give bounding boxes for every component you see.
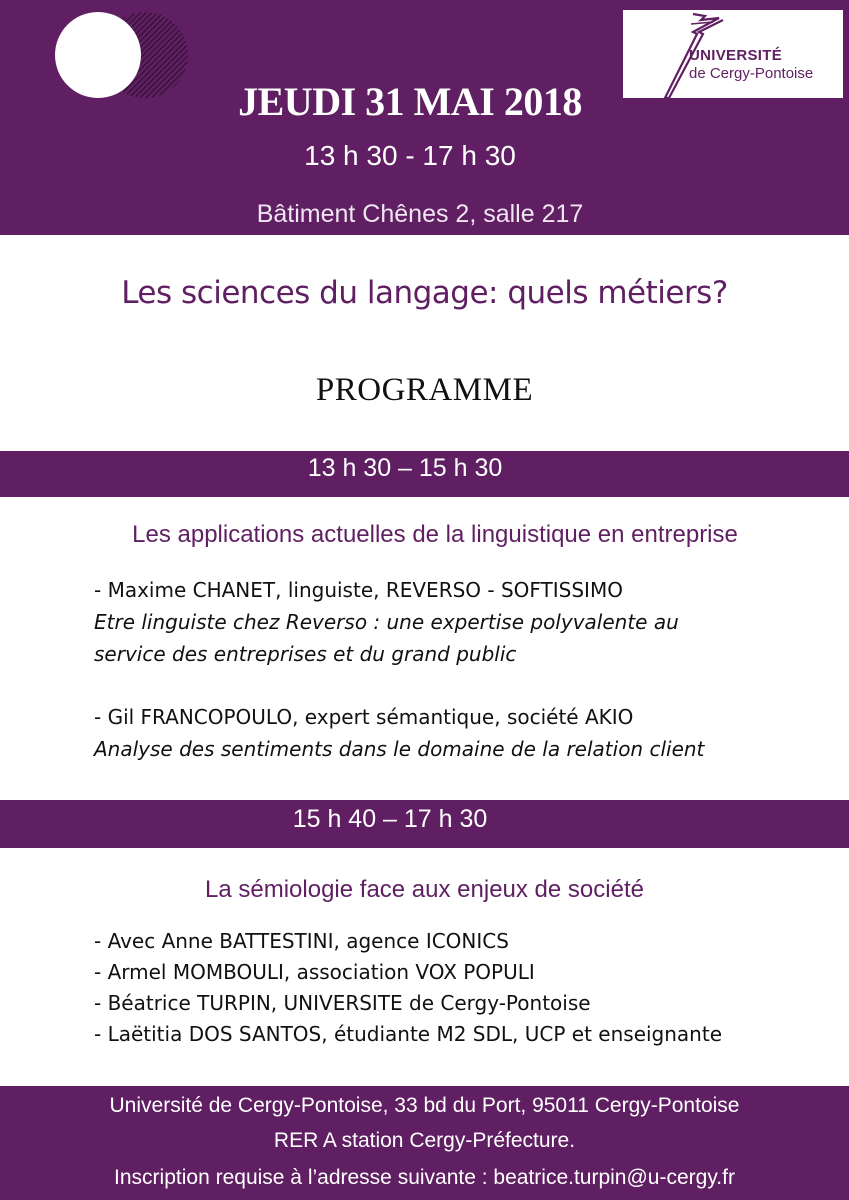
footer-transport: RER A station Cergy-Préfecture. bbox=[273, 1129, 576, 1152]
event-date: JEUDI 31 MAI 2018 bbox=[238, 79, 582, 124]
logo-text-university: UNIVERSITÉ bbox=[689, 47, 783, 64]
session-1-time-band bbox=[0, 451, 849, 497]
talk-2-topic-line-1: Analyse des sentiments dans le domaine de la relation client bbox=[94, 737, 705, 761]
logo-text-cergy: de Cergy-Pontoise bbox=[689, 65, 814, 82]
footer-registration: Inscription requise à l’adresse suivante : beatrice.turpin@u-cergy.fr bbox=[114, 1166, 735, 1189]
page-title: Les sciences du langage: quels métiers? bbox=[121, 275, 728, 311]
talk-1 bbox=[94, 574, 679, 670]
session-1-time: 13 h 30 – 15 h 30 bbox=[307, 454, 503, 482]
list-item: - Armel MOMBOULI, association VOX POPULI bbox=[94, 960, 535, 984]
talk-1-topic-line-2: service des entreprises et du grand public bbox=[94, 642, 517, 666]
list-item: - Laëtitia DOS SANTOS, étudiante M2 SDL, UCP et enseignante bbox=[94, 1022, 722, 1046]
talk-2 bbox=[94, 701, 704, 765]
talk-2-speaker: - Gil FRANCOPOULO, expert sémantique, société AKIO bbox=[94, 705, 634, 729]
footer-address: Université de Cergy-Pontoise, 33 bd du Port, 95011 Cergy-Pontoise bbox=[109, 1094, 740, 1117]
session-2-time-band bbox=[0, 800, 849, 848]
footer-band bbox=[0, 1086, 849, 1200]
session-1-title: Les applications actuelles de la linguistique en entreprise bbox=[132, 521, 738, 548]
talk-1-speaker: - Maxime CHANET, linguiste, REVERSO - SOFTISSIMO bbox=[94, 578, 623, 602]
header-band bbox=[0, 0, 849, 235]
list-item: - Avec Anne BATTESTINI, agence ICONICS bbox=[94, 929, 509, 953]
programme-heading: PROGRAMME bbox=[315, 372, 534, 408]
event-location: Bâtiment Chênes 2, salle 217 bbox=[256, 200, 584, 228]
session-2-speaker-list bbox=[94, 926, 722, 1050]
session-2-time: 15 h 40 – 17 h 30 bbox=[292, 805, 488, 833]
list-item: - Béatrice TURPIN, UNIVERSITE de Cergy-Pontoise bbox=[94, 991, 591, 1015]
event-hours: 13 h 30 - 17 h 30 bbox=[304, 140, 516, 171]
session-2-title: La sémiologie face aux enjeux de société bbox=[205, 876, 644, 903]
talk-1-topic-line-1: Etre linguiste chez Reverso : une expertise polyvalente au bbox=[94, 610, 679, 634]
